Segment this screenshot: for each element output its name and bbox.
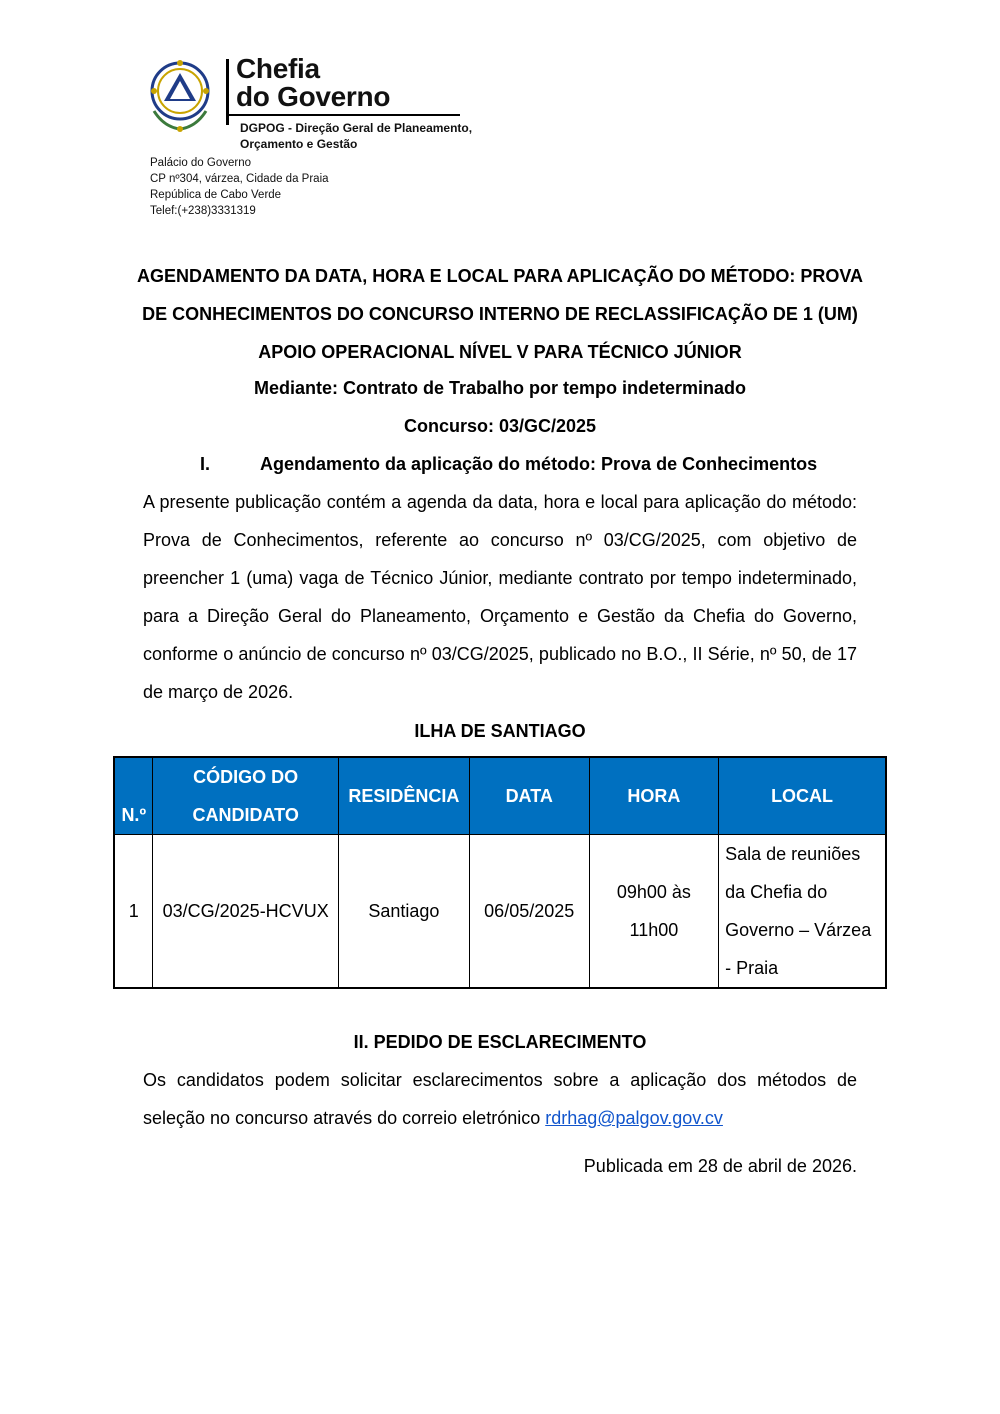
title-line: APOIO OPERACIONAL NÍVEL V PARA TÉCNICO JÚNIOR <box>258 342 742 362</box>
cell-time: 09h00 às 11h00 <box>589 835 718 989</box>
cell-place: Sala de reuniões da Chefia do Governo – Várzea - Praia <box>719 835 886 989</box>
island-heading: ILHA DE SANTIAGO <box>414 721 586 741</box>
header-number: N.º <box>114 757 153 835</box>
phone-line: Telef:(+238)3331319 <box>150 205 256 217</box>
document-title <box>100 257 900 371</box>
section-title: Agendamento da aplicação do método: Prova de Conhecimentos <box>260 454 818 474</box>
section-number: I. <box>200 454 211 474</box>
department-name <box>240 120 480 152</box>
dept-line1: DGPOG - Direção Geral de Planeamento, <box>240 121 473 135</box>
section-1-heading <box>200 445 817 483</box>
header-rule <box>226 114 460 116</box>
contest-number: Concurso: 03/GC/2025 <box>403 416 597 436</box>
letterhead <box>140 55 480 225</box>
org-name-line2: do Governo <box>236 81 391 112</box>
address-block <box>150 155 329 219</box>
org-name-line1: Chefia <box>236 53 320 84</box>
cell-residence: Santiago <box>338 835 469 989</box>
address-line: República de Cabo Verde <box>150 189 282 201</box>
table-header-row <box>114 757 886 835</box>
clarification-text: Os candidatos podem solicitar esclarecimentos sobre a aplicação dos métodos de seleção no concurso através do correio eletrónico <box>143 1070 857 1128</box>
contract-type: Mediante: Contrato de Trabalho por tempo indeterminado <box>253 378 747 398</box>
address-line: Palácio do Governo <box>150 157 252 169</box>
organization-name <box>236 55 390 111</box>
cell-candidate-code: 03/CG/2025-HCVUX <box>153 835 338 989</box>
publication-date: Publicada em 28 de abril de 2026. <box>583 1156 857 1176</box>
schedule-table <box>113 756 887 989</box>
header-candidate-code: CÓDIGO DO CANDIDATO <box>153 757 338 835</box>
header-place: LOCAL <box>719 757 886 835</box>
header-residence: RESIDÊNCIA <box>338 757 469 835</box>
cell-date: 06/05/2025 <box>469 835 589 989</box>
header-time: HORA <box>589 757 718 835</box>
cell-number: 1 <box>114 835 153 989</box>
cabo-verde-emblem-icon <box>140 55 220 135</box>
address-line: CP nº304, várzea, Cidade da Praia <box>150 173 329 185</box>
table-row <box>114 835 886 989</box>
dept-line2: Orçamento e Gestão <box>240 137 358 151</box>
clarification-paragraph <box>143 1061 857 1137</box>
title-line: DE CONHECIMENTOS DO CONCURSO INTERNO DE RECLASSIFICAÇÃO DE 1 (UM) <box>142 304 858 324</box>
section-2-heading: II. PEDIDO DE ESCLARECIMENTO <box>353 1032 647 1052</box>
intro-paragraph: A presente publicação contém a agenda da data, hora e local para aplicação do método: Prova de Conhecimentos, referente ao concurso nº 03/CG/2025, com objetivo de preencher 1 (uma) vaga de Técnico Júnior, mediante contrato por tempo indeterminado, para a Direção Geral do Planeamento, Orçamento e Gestão da Chefia do Governo, conforme o anúncio de concurso nº 03/CG/2025, publicado no B.O., II Série, nº 50, de 17 de março de 2026. <box>143 492 857 702</box>
header-date: DATA <box>469 757 589 835</box>
email-link[interactable]: rdrhag@palgov.gov.cv <box>545 1108 723 1128</box>
title-line: AGENDAMENTO DA DATA, HORA E LOCAL PARA APLICAÇÃO DO MÉTODO: PROVA <box>136 266 863 286</box>
